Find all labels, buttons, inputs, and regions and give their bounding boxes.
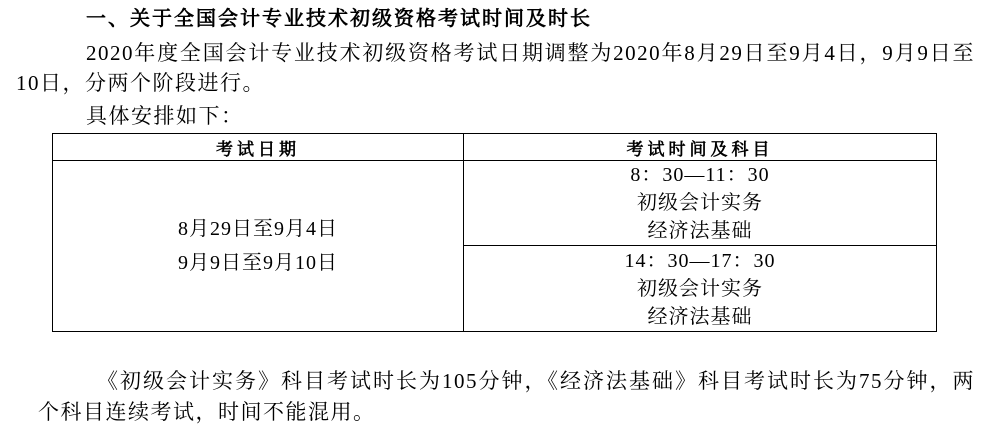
exam-date-line-1: 8月29日至9月4日 bbox=[178, 218, 338, 240]
exam-date-line-2: 9月9日至9月10日 bbox=[178, 252, 338, 274]
duration-note-paragraph: 《初级会计实务》科目考试时长为105分钟，《经济法基础》科目考试时长为75分钟，两个科目连续考试，时间不能混用。 bbox=[38, 369, 975, 424]
exam-dates-cell bbox=[53, 161, 464, 332]
afternoon-session-cell bbox=[464, 246, 937, 332]
exam-schedule-table bbox=[52, 133, 937, 332]
session-subject: 经济法基础 bbox=[647, 220, 753, 242]
morning-session-cell bbox=[464, 161, 937, 246]
column-header-exam-time-subjects: 考试时间及科目 bbox=[464, 134, 937, 161]
session-subject: 初级会计实务 bbox=[637, 192, 763, 214]
section-heading: 一、关于全国会计专业技术初级资格考试时间及时长 bbox=[86, 8, 592, 30]
session-time: 8：30—11：30 bbox=[630, 164, 770, 186]
column-header-exam-date: 考试日期 bbox=[53, 134, 464, 161]
intro-paragraph: 2020年度全国会计专业技术初级资格考试日期调整为2020年8月29日至9月4日，9月9日至10日，分两个阶段进行。 bbox=[16, 41, 975, 95]
session-subject: 初级会计实务 bbox=[637, 277, 763, 300]
table-row bbox=[53, 161, 937, 246]
arrangement-lead-text: 具体安排如下： bbox=[86, 104, 244, 128]
notice-document-page bbox=[0, 7, 983, 428]
session-time: 14：30—17：30 bbox=[624, 249, 776, 272]
table-header-row bbox=[53, 134, 937, 161]
session-subject: 经济法基础 bbox=[647, 305, 753, 328]
